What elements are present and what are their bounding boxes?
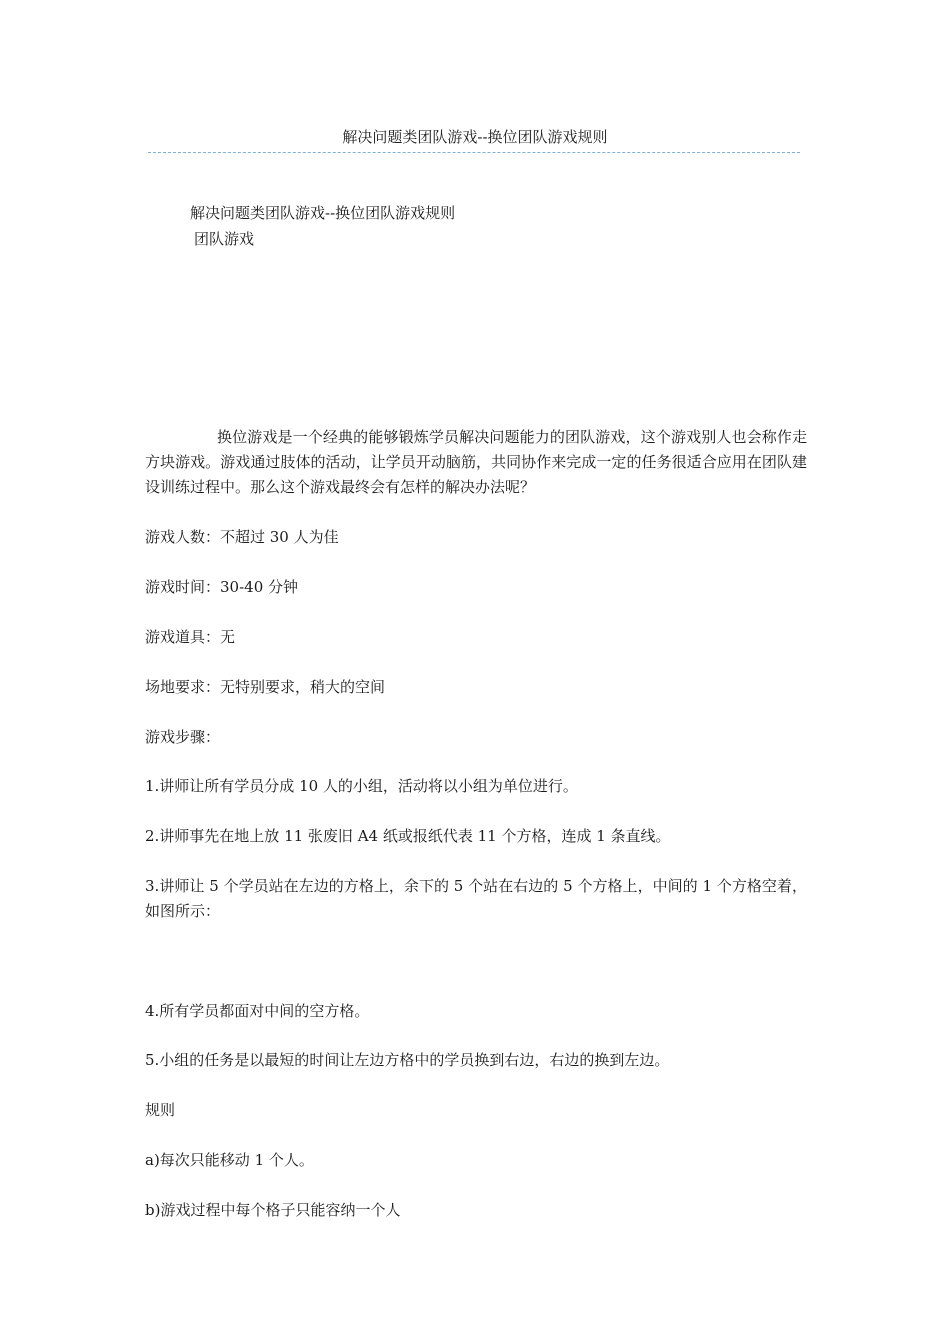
step-5: 5.小组的任务是以最短的时间让左边方格中的学员换到右边，右边的换到左边。 — [145, 1051, 670, 1069]
step-2: 2.讲师事先在地上放 11 张废旧 A4 纸或报纸代表 11 个方格，连成 1 条直线。 — [145, 827, 671, 845]
article-heading: 解决问题类团队游戏--换位团队游戏规则 — [190, 204, 456, 222]
step-3: 3.讲师让 5 个学员站在左边的方格上，余下的 5 个站在右边的 5 个方格上，中间的 1 个方格空着，如图所示： — [145, 877, 807, 920]
document-title: 解决问题类团队游戏--换位团队游戏规则 — [342, 128, 608, 146]
title-divider — [148, 152, 800, 153]
intro-paragraph: 换位游戏是一个经典的能够锻炼学员解决问题能力的团队游戏，这个游戏别人也会称作走方块游戏。游戏通过肢体的活动，让学员开动脑筋，共同协作来完成一定的任务很适合应用在团队建设训练过程中。那么这个游戏最终会有怎样的解决办法呢？ — [145, 428, 807, 496]
rules-heading: 规则 — [145, 1101, 176, 1119]
players-line: 游戏人数：不超过 30 人为佳 — [145, 528, 339, 546]
props-line: 游戏道具：无 — [145, 628, 236, 646]
steps-heading: 游戏步骤： — [145, 728, 221, 746]
venue-line: 场地要求：无特别要求，稍大的空间 — [145, 678, 386, 696]
rule-a: a)每次只能移动 1 个人。 — [145, 1151, 314, 1169]
article-category: 团队游戏 — [194, 230, 255, 248]
duration-line: 游戏时间：30-40 分钟 — [145, 578, 299, 596]
step-1: 1.讲师让所有学员分成 10 人的小组，活动将以小组为单位进行。 — [145, 777, 578, 795]
rule-b: b)游戏过程中每个格子只能容纳一个人 — [145, 1201, 401, 1219]
step-4: 4.所有学员都面对中间的空方格。 — [145, 1002, 370, 1020]
